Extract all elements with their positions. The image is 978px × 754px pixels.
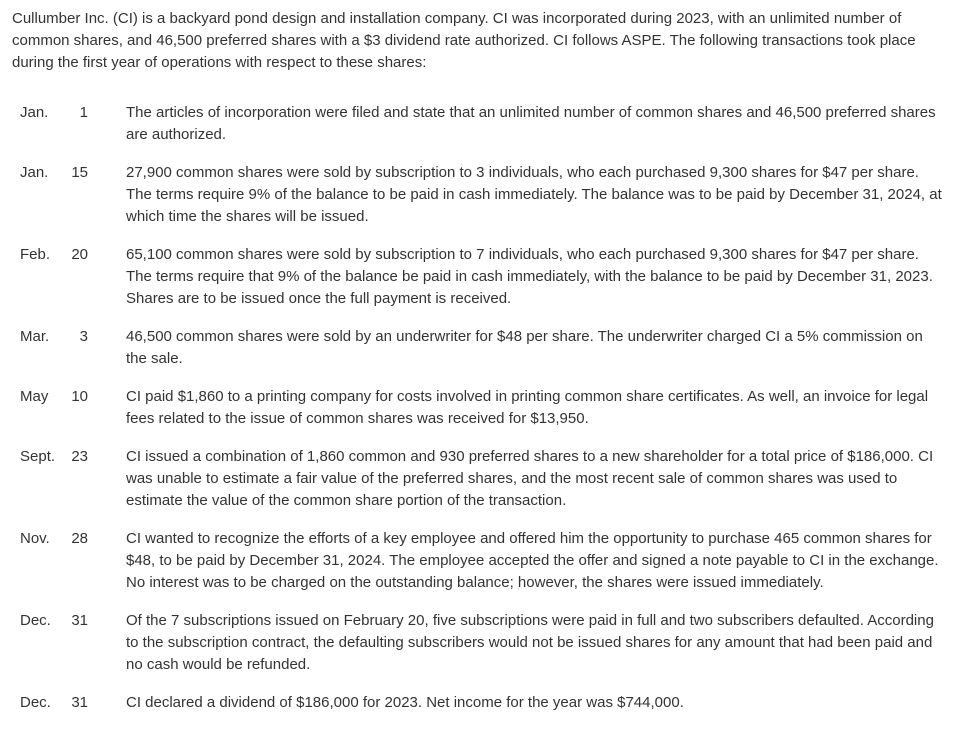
transaction-row — [20, 102, 964, 146]
transaction-month: Jan. — [20, 164, 49, 181]
transaction-month: Mar. — [20, 328, 50, 345]
transaction-day: 20 — [71, 246, 88, 263]
transaction-description: Of the 7 subscriptions issued on February 20, five subscriptions were paid in full and two subscribers defaulted. According to the subscription contract, the defaulting subscribers would not be issued shares for any amount that had been paid and no cash would be refunded. — [126, 612, 934, 673]
transaction-day: 3 — [79, 328, 88, 345]
intro-paragraph: Cullumber Inc. (CI) is a backyard pond design and installation company. CI was incorporated during 2023, with an unlimited number of common shares, and 46,500 preferred shares with a $3 dividend rate authorized. CI follows ASPE. The following transactions took place during the first year of operations with respect to these shares: — [12, 10, 916, 71]
transaction-description: CI declared a dividend of $186,000 for 2023. Net income for the year was $744,000. — [126, 694, 684, 711]
transaction-month: Feb. — [20, 246, 51, 263]
transaction-description: The articles of incorporation were filed and state that an unlimited number of common shares and 46,500 preferred shares are authorized. — [126, 104, 936, 143]
transaction-month: Jan. — [20, 104, 49, 121]
transaction-description: 27,900 common shares were sold by subscription to 3 individuals, who each purchased 9,300 shares for $47 per share. The terms require 9% of the balance to be paid in cash immediately. The balance was to be paid by December 31, 2024, at which time the shares will be issued. — [126, 164, 942, 225]
transaction-list — [12, 102, 964, 714]
transaction-row — [20, 386, 964, 430]
transaction-description: CI wanted to recognize the efforts of a key employee and offered him the opportunity to purchase 465 common shares for $48, to be paid by December 31, 2024. The employee accepted the offer and signed a note payable to CI in the exchange. No interest was to be charged on the outstanding balance; however, the shares were issued immediately. — [126, 530, 939, 591]
transaction-row — [20, 528, 964, 594]
transaction-month: Nov. — [20, 530, 50, 547]
transaction-row — [20, 692, 964, 714]
transaction-month: Dec. — [20, 612, 51, 629]
transaction-day: 31 — [71, 612, 88, 629]
transaction-description: 65,100 common shares were sold by subscription to 7 individuals, who each purchased 9,300 shares for $47 per share. The terms require that 9% of the balance be paid in cash immediately, with the balance to be paid by December 31, 2023. Shares are to be issued once the full payment is received. — [126, 246, 933, 307]
transaction-description: CI issued a combination of 1,860 common and 930 preferred shares to a new shareholder for a total price of $186,000. CI was unable to estimate a fair value of the preferred shares, and the most recent sale of common shares was used to estimate the value of the common share portion of the transaction. — [126, 448, 934, 509]
transaction-row — [20, 446, 964, 512]
transaction-month: Sept. — [20, 448, 56, 465]
transaction-row — [20, 610, 964, 676]
transaction-day: 1 — [79, 104, 88, 121]
transaction-description: 46,500 common shares were sold by an underwriter for $48 per share. The underwriter charged CI a 5% commission on the sale. — [126, 328, 923, 367]
transaction-day: 28 — [71, 530, 88, 547]
transaction-day: 23 — [71, 448, 88, 465]
transaction-row — [20, 326, 964, 370]
transaction-day: 15 — [71, 164, 88, 181]
transaction-day: 10 — [71, 388, 88, 405]
transaction-month: Dec. — [20, 694, 51, 711]
transaction-row — [20, 244, 964, 310]
transaction-month: May — [20, 388, 49, 405]
transaction-day: 31 — [71, 694, 88, 711]
transaction-row — [20, 162, 964, 228]
transaction-description: CI paid $1,860 to a printing company for costs involved in printing common share certificates. As well, an invoice for legal fees related to the issue of common shares was received for $13,950. — [126, 388, 929, 427]
